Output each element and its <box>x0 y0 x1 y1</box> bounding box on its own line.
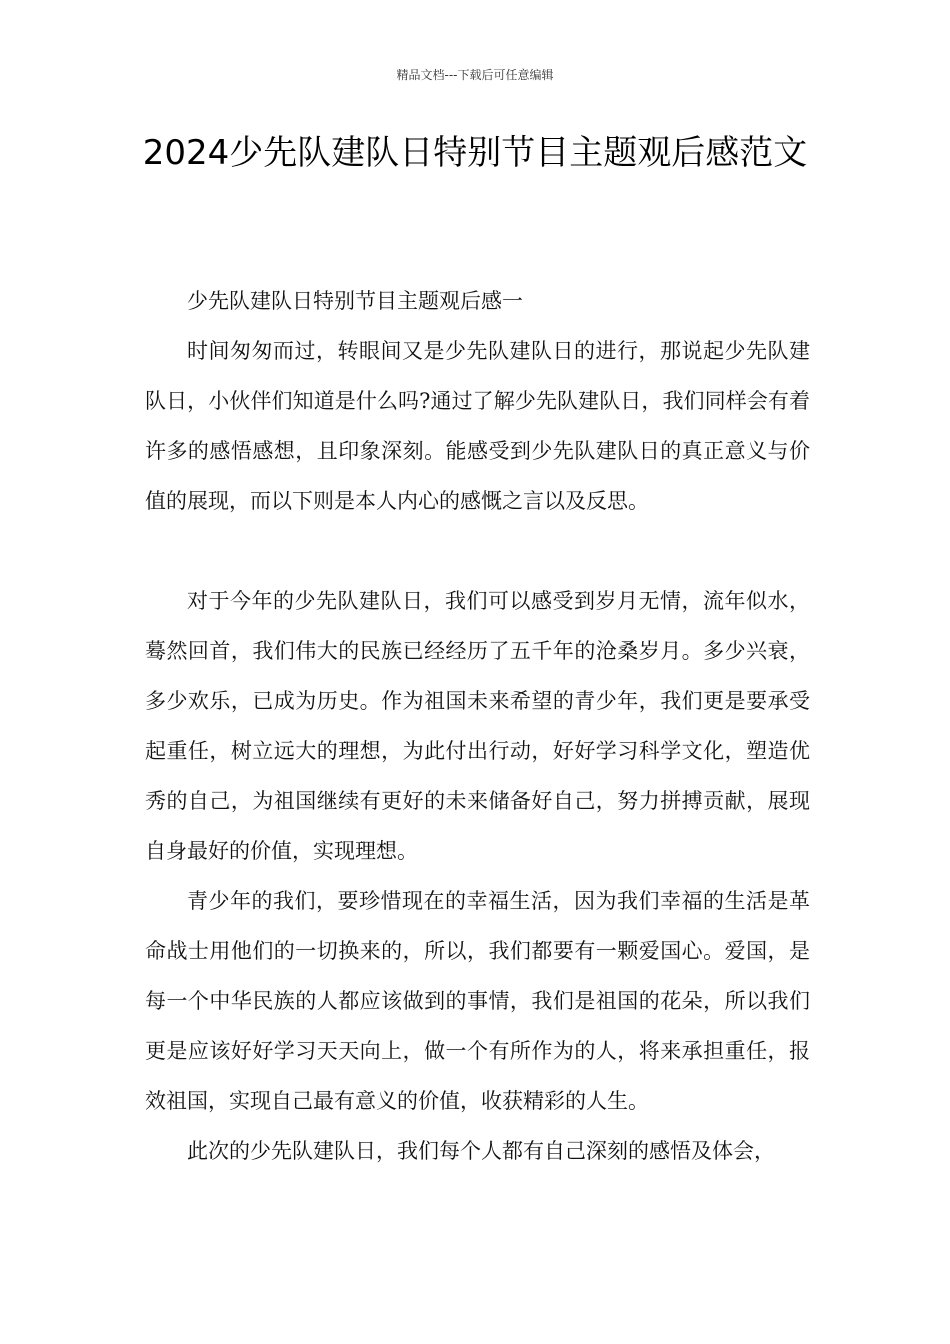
paragraph-4: 此次的少先队建队日，我们每个人都有自己深刻的感悟及体会， <box>187 1139 775 1163</box>
document-body <box>145 276 810 1176</box>
paragraph-1: 时间匆匆而过，转眼间又是少先队建队日的进行，那说起少先队建队日，小伙伴们知道是什么吗?通过了解少先队建队日，我们同样会有着许多的感悟感想，且印象深刻。能感受到少先队建队日的真正意义与价值的展现，而以下则是本人内心的感慨之言以及反思。 <box>145 339 810 513</box>
paragraph-3: 青少年的我们，要珍惜现在的幸福生活，因为我们幸福的生活是革命战士用他们的一切换来的，所以，我们都要有一颗爱国心。爱国，是每一个中华民族的人都应该做到的事情，我们是祖国的花朵，所以我们更是应该好好学习天天向上，做一个有所作为的人，将来承担重任，报效祖国，实现自己最有意义的价值，收获精彩的人生。 <box>145 889 810 1113</box>
header-note: 精品文档---下载后可任意编辑 <box>396 68 554 82</box>
paragraph-2: 对于今年的少先队建队日，我们可以感受到岁月无情，流年似水，蓦然回首，我们伟大的民族已经经历了五千年的沧桑岁月。多少兴衰，多少欢乐，已成为历史。作为祖国未来希望的青少年，我们更是要承受起重任，树立远大的理想，为此付出行动，好好学习科学文化，塑造优秀的自己，为祖国继续有更好的未来储备好自己，努力拼搏贡献，展现自身最好的价值，实现理想。 <box>145 589 810 863</box>
section-heading: 少先队建队日特别节目主题观后感一 <box>187 289 523 313</box>
document-title: 2024少先队建队日特别节目主题观后感范文 <box>142 133 808 173</box>
